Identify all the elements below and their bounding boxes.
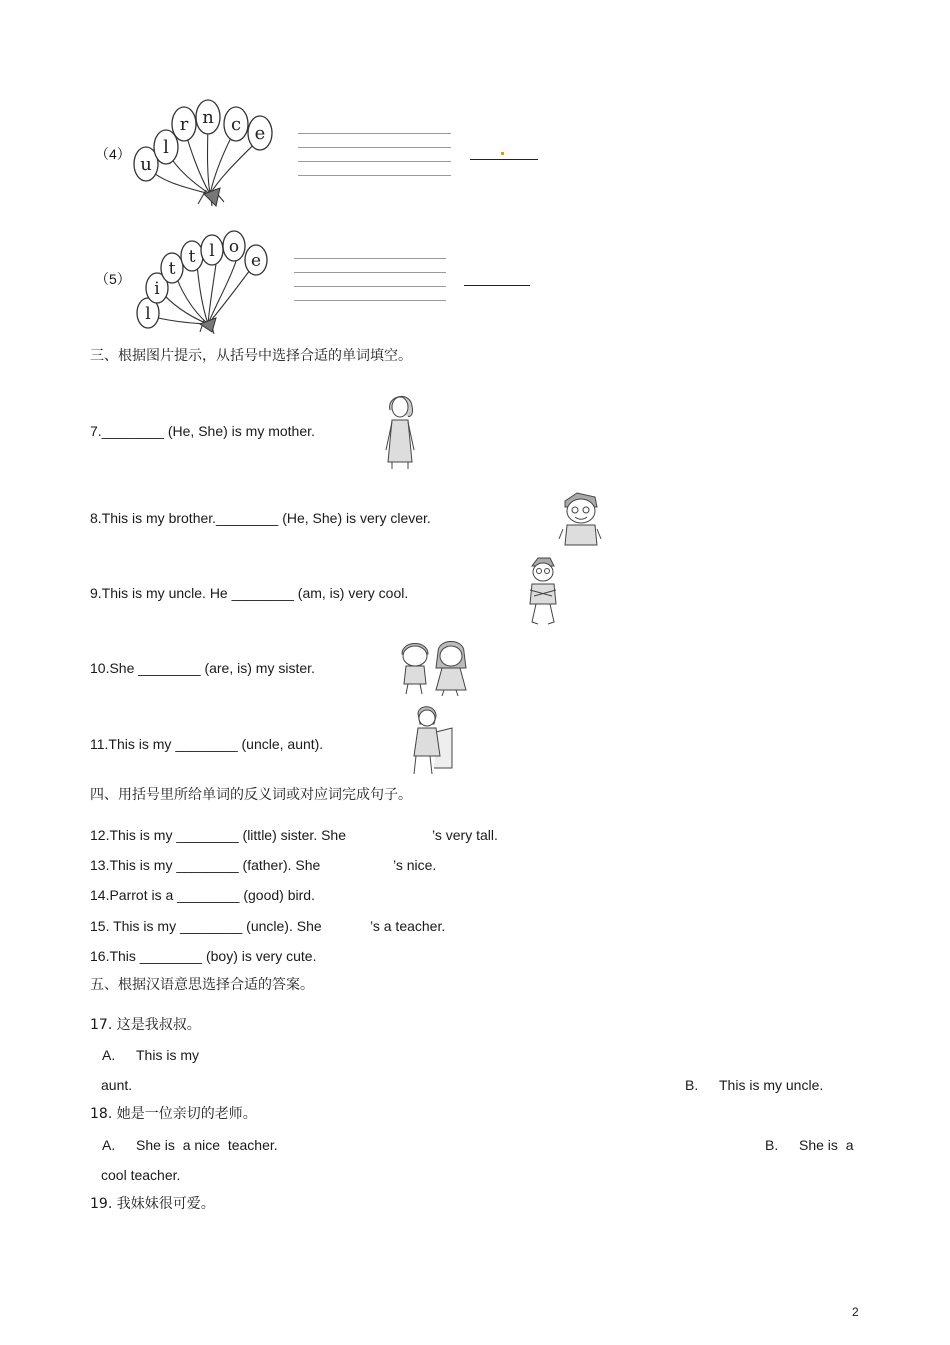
q18-option-a-text[interactable]: She is a nice teacher. <box>136 1137 278 1153</box>
q18-option-a-label[interactable]: A. <box>102 1137 116 1153</box>
letter-fan-5 <box>130 228 270 338</box>
q17-option-a-text[interactable]: This is my <box>136 1047 199 1063</box>
q18-option-b-text[interactable]: She is a <box>799 1137 854 1153</box>
item5-number: （5） <box>95 271 131 287</box>
question-13-part1: 13.This is my ________ (father). She <box>90 857 321 873</box>
question-8: 8.This is my brother.________ (He, She) is very clever. <box>90 510 431 526</box>
question-18: 18. 她是一位亲切的老师。 <box>90 1106 257 1122</box>
letter-5-2: i <box>154 279 160 299</box>
question-16: 16.This ________ (boy) is very cute. <box>90 948 317 964</box>
question-13-part2: ’s nice. <box>393 857 437 873</box>
brother-image <box>557 489 603 547</box>
letter-4-3: r <box>179 114 189 135</box>
letter-5-4: t <box>188 247 196 267</box>
question-9: 9.This is my uncle. He ________ (am, is) very cool. <box>90 585 409 601</box>
q17-option-b-text[interactable]: This is my uncle. <box>719 1077 824 1093</box>
answer-blank-4[interactable] <box>470 145 538 160</box>
q17-option-b-label[interactable]: B. <box>685 1077 699 1093</box>
letter-4-1: u <box>140 154 152 175</box>
handwriting-lines-4[interactable] <box>298 133 451 189</box>
question-11: 11.This is my ________ (uncle, aunt). <box>90 736 324 752</box>
letter-4-2: l <box>163 137 169 158</box>
question-15-part2: ’s a teacher. <box>370 918 446 934</box>
answer-blank-5[interactable] <box>464 271 530 286</box>
letter-5-6: o <box>228 237 240 257</box>
q17-option-a-label[interactable]: A. <box>102 1047 116 1063</box>
letter-4-6: e <box>254 123 266 144</box>
question-17: 17. 这是我叔叔。 <box>90 1017 201 1033</box>
question-10: 10.She ________ (are, is) my sister. <box>90 660 315 676</box>
sister-image <box>398 636 472 698</box>
item4-number: （4） <box>95 146 131 162</box>
question-19: 19. 我妹妹很可爱。 <box>90 1196 215 1212</box>
stray-mark <box>501 152 504 155</box>
mother-image <box>380 392 420 470</box>
section5-heading: 五、根据汉语意思选择合适的答案。 <box>90 977 314 993</box>
q18-option-b-text-cont[interactable]: cool teacher. <box>101 1167 181 1183</box>
letter-5-3: t <box>168 259 176 279</box>
letter-5-1: l <box>145 304 151 324</box>
letter-5-7: e <box>250 251 262 271</box>
letter-fan-4 <box>128 98 278 208</box>
letter-4-4: n <box>202 107 214 128</box>
q17-option-a-text-cont[interactable]: aunt. <box>101 1077 133 1093</box>
letter-5-5: l <box>209 241 215 261</box>
question-12-part2: ’s very tall. <box>432 827 498 843</box>
page-number: 2 <box>852 1305 859 1319</box>
section4-heading: 四、用括号里所给单词的反义词或对应词完成句子。 <box>90 787 412 803</box>
question-14: 14.Parrot is a ________ (good) bird. <box>90 887 315 903</box>
question-15-part1: 15. This is my ________ (uncle). She <box>90 918 322 934</box>
question-12-part1: 12.This is my ________ (little) sister. She <box>90 827 347 843</box>
handwriting-lines-5[interactable] <box>294 258 446 314</box>
letter-4-5: c <box>230 114 242 135</box>
aunt-image <box>406 704 456 778</box>
uncle-image <box>522 556 564 628</box>
question-7: 7.________ (He, She) is my mother. <box>90 423 315 439</box>
section3-heading: 三、根据图片提示，从括号中选择合适的单词填空。 <box>90 348 412 364</box>
q18-option-b-label[interactable]: B. <box>765 1137 779 1153</box>
